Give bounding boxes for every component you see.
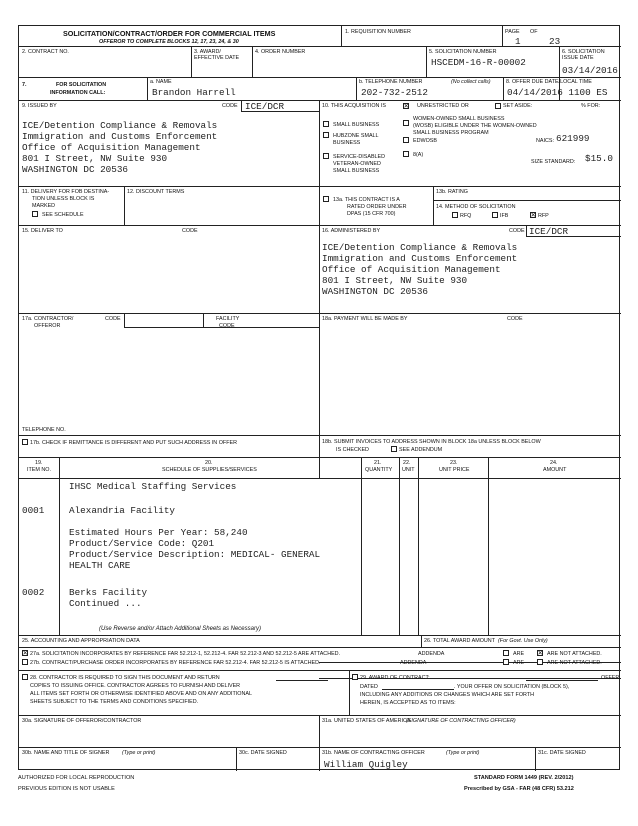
29-line-2b: . YOUR OFFER ON SOLICITATION (BLOCK 5), bbox=[454, 684, 570, 690]
28-line-3: ALL ITEMS SET FORTH OR OTHERWISE IDENTIFIED ABOVE AND ON ANY ADDITIONAL bbox=[30, 691, 252, 697]
order-number-label: 4. ORDER NUMBER bbox=[255, 49, 306, 55]
requisition-number-label: 1. REQUISITION NUMBER bbox=[345, 29, 411, 35]
contractor-label-2: OFFEROR bbox=[34, 323, 61, 329]
method-label: 14. METHOD OF SOLICITATION bbox=[436, 204, 516, 210]
size-standard: $15.0 bbox=[585, 153, 613, 164]
29-line-4: HEREIN, IS ACCEPTED AS TO ITEMS: bbox=[360, 700, 456, 706]
col24-header: AMOUNT bbox=[543, 467, 567, 473]
col19-num: 19. bbox=[35, 460, 43, 466]
accounting-label: 25. ACCOUNTING AND APPROPRIATION DATA bbox=[22, 638, 140, 644]
administered-by-code-label: CODE bbox=[509, 228, 525, 234]
edwosb-label: EDWOSB bbox=[413, 138, 437, 144]
issued-by-label: 9. ISSUED BY bbox=[22, 103, 57, 109]
standard-form-label: STANDARD FORM 1449 bbox=[474, 775, 537, 781]
item-0001-number: 0001 bbox=[22, 505, 45, 516]
issued-by-line-4: 801 I Street, NW Suite 930 bbox=[22, 153, 168, 164]
rfp-checkbox[interactable] bbox=[530, 212, 536, 218]
27a-addenda: ADDENDA bbox=[418, 651, 445, 657]
deliver-to-code-label: CODE bbox=[182, 228, 198, 234]
remittance-label: 17b. CHECK IF REMITTANCE IS DIFFERENT AND PUT SUCH ADDRESS IN OFFER bbox=[30, 440, 237, 446]
issued-by-code: ICE/DCR bbox=[245, 101, 285, 112]
issued-by-line-5: WASHINGTON DC 20536 bbox=[22, 164, 129, 175]
telephone-no-label: TELEPHONE NO. bbox=[22, 427, 66, 433]
col20-header: SCHEDULE OF SUPPLIES/SERVICES bbox=[162, 467, 257, 473]
item-0001-line-5: Product/Service Description: MEDICAL- GENERAL bbox=[69, 549, 321, 560]
issue-date-label: 6. SOLICITATION ISSUE DATE bbox=[562, 49, 605, 62]
info-call-label-1: FOR SOLICITATION bbox=[56, 82, 107, 88]
ifb-checkbox[interactable] bbox=[492, 212, 498, 218]
admin-line-4: 801 I Street, NW Suite 930 bbox=[322, 275, 468, 286]
delivery-label-2: TION UNLESS BLOCK IS bbox=[32, 196, 95, 202]
27a-are-not-label: ARE NOT ATTACHED. bbox=[547, 651, 602, 657]
form-title: SOLICITATION/CONTRACT/ORDER FOR COMMERCIAL ITEMS bbox=[63, 29, 276, 38]
rating-label: 13b. RATING bbox=[436, 189, 468, 195]
contractor-code-divider bbox=[124, 313, 125, 327]
col21-num: 21. bbox=[374, 460, 382, 466]
total-award-note: (For Govt. Use Only) bbox=[498, 638, 548, 644]
27b-are-not-checkbox[interactable] bbox=[537, 659, 543, 665]
29-dated: DATED bbox=[360, 684, 378, 690]
offer-due-label: 8. OFFER DUE DATE/LOCAL TIME bbox=[506, 79, 592, 85]
naics-label: NAICS: bbox=[536, 138, 554, 144]
admin-line-1: ICE/Detention Compliance & Removals bbox=[322, 242, 518, 253]
item-0002-number: 0002 bbox=[22, 587, 45, 598]
28-line-2: COPIES TO ISSUING OFFICE. CONTRACTOR AGREES TO FURNISH AND DELIVER bbox=[30, 683, 241, 689]
eight-a-checkbox[interactable] bbox=[403, 151, 409, 157]
signer-name-label: 30b. NAME AND TITLE OF SIGNER bbox=[22, 750, 110, 756]
submit-invoices-label-2: IS CHECKED bbox=[336, 447, 369, 453]
award-date-label: 3. AWARD/ EFFECTIVE DATE bbox=[194, 49, 240, 62]
item-0002-line-1: Berks Facility bbox=[69, 587, 148, 598]
total-award-label: 26. TOTAL AWARD AMOUNT bbox=[424, 638, 495, 644]
sf1449-form bbox=[18, 25, 620, 770]
name-label: a. NAME bbox=[150, 79, 172, 85]
sdvosb-label-2: VETERAN-OWNED bbox=[333, 161, 381, 167]
page-total: 23 bbox=[549, 36, 561, 47]
contractor-code-bottom bbox=[124, 327, 203, 328]
admin-line-3: Office of Acquisition Management bbox=[322, 264, 501, 275]
wosb-label-3: SMALL BUSINESS PROGRAM bbox=[413, 130, 489, 134]
deliver-to-label: 15. DELIVER TO bbox=[22, 228, 63, 234]
contractor-label-1: 17a. CONTRACTOR/ bbox=[22, 316, 74, 322]
27b-text: 27b. CONTRACT/PURCHASE ORDER INCORPORATES BY REFERENCE FAR 52.212-4. FAR 52.212-5 IS ATTACHED. bbox=[30, 660, 321, 666]
hubzone-checkbox[interactable] bbox=[323, 132, 329, 138]
27a-are-not-checkbox[interactable] bbox=[537, 650, 543, 656]
col23-num: 23. bbox=[450, 460, 458, 466]
item-0001-line-6: HEALTH CARE bbox=[69, 560, 131, 571]
info-call-label-2: INFORMATION CALL: bbox=[50, 90, 106, 96]
see-addendum-checkbox[interactable] bbox=[391, 446, 397, 452]
dated-blank[interactable] bbox=[382, 689, 454, 690]
27a-are-checkbox[interactable] bbox=[503, 650, 509, 656]
27b-are-not-label: ARE NOT ATTACHED. bbox=[547, 660, 602, 666]
issue-date: 03/14/2016 bbox=[562, 65, 618, 76]
28-line-4: SHEETS SUBJECT TO THE TERMS AND CONDITIONS SPECIFIED. bbox=[30, 699, 199, 705]
hubzone-label-2: BUSINESS bbox=[333, 140, 361, 146]
ifb-label: IFB bbox=[500, 213, 509, 219]
payment-code-label: CODE bbox=[507, 316, 523, 322]
footer-right-2: Prescribed by GSA - FAR (48 CFR) 53.212 bbox=[464, 786, 574, 792]
unrestricted-label: UNRESTRICTED OR bbox=[417, 103, 469, 109]
naics-code: 621999 bbox=[556, 133, 590, 144]
rfp-label: RFP bbox=[538, 213, 549, 219]
reverse-note: (Use Reverse and/or Attach Additional Sheets as Necessary) bbox=[99, 626, 261, 632]
solicitation-number-label: 5. SOLICITATION NUMBER bbox=[429, 49, 497, 55]
set-aside-checkbox[interactable] bbox=[495, 103, 501, 109]
29-line-3: INCLUDING ANY ADDITIONS OR CHANGES WHICH ARE SET FORTH bbox=[360, 692, 535, 698]
col20-num: 20. bbox=[205, 460, 213, 466]
issued-by-line-3: Office of Acquisition Management bbox=[22, 142, 201, 153]
col24-num: 24. bbox=[550, 460, 558, 466]
offer-due-date: 04/14/2016 1100 ES bbox=[507, 87, 608, 98]
admin-line-2: Immigration and Customs Enforcement bbox=[322, 253, 518, 264]
27b-are-checkbox[interactable] bbox=[503, 659, 509, 665]
col19-header: ITEM NO. bbox=[27, 467, 51, 473]
form-subtitle: OFFEROR TO COMPLETE BLOCKS 12, 17, 23, 24, & 30 bbox=[99, 39, 239, 45]
hubzone-label-1: HUBZONE SMALL bbox=[333, 133, 379, 139]
item-0002-line-2: Continued ... bbox=[69, 598, 142, 609]
copies-blank[interactable] bbox=[276, 680, 328, 681]
contracting-officer-label: 31b. NAME OF CONTRACTING OFFICER bbox=[322, 750, 425, 756]
facility-label-2: CODE bbox=[219, 323, 235, 329]
eight-a-label: 8(A) bbox=[413, 152, 424, 158]
29-offer-word: OFFER bbox=[601, 675, 620, 681]
31c-date-signed-label: 31c. DATE SIGNED bbox=[538, 750, 586, 756]
sdvosb-label-1: SERVICE-DISABLED bbox=[333, 154, 386, 160]
col23-header: UNIT PRICE bbox=[439, 467, 470, 473]
30c-date-signed-label: 30c. DATE SIGNED bbox=[239, 750, 287, 756]
your-blank[interactable] bbox=[526, 680, 598, 681]
offeror-signature-label: 30a. SIGNATURE OF OFFEROR/CONTRACTOR bbox=[22, 718, 142, 724]
delivery-label-3: MARKED bbox=[32, 203, 56, 209]
size-standard-label: SIZE STANDARD: bbox=[531, 159, 576, 165]
contracting-officer-name: William Quigley bbox=[324, 759, 408, 770]
col22-num: 22. bbox=[403, 460, 411, 466]
telephone-label: b. TELEPHONE NUMBER bbox=[359, 79, 423, 85]
solicitation-number: HSCEDM-16-R-00002 bbox=[431, 57, 526, 68]
issued-by-line-2: Immigration and Customs Enforcement bbox=[22, 131, 218, 142]
standard-form-revision: (REV. 2/2012) bbox=[538, 775, 574, 781]
edwosb-checkbox[interactable] bbox=[403, 137, 409, 143]
remittance-checkbox[interactable] bbox=[22, 439, 28, 445]
rated-label-3: DPAS (15 CFR 700) bbox=[347, 211, 396, 217]
signer-print-note: (Type or print) bbox=[122, 750, 156, 756]
admin-line-5: WASHINGTON DC 20536 bbox=[322, 286, 429, 297]
item7-number: 7. bbox=[22, 82, 27, 88]
item-0001-line-3: Estimated Hours Per Year: 58,240 bbox=[69, 527, 248, 538]
wosb-label-2: (WOSB) ELIGIBLE UNDER THE WOMEN-OWNED bbox=[413, 123, 537, 129]
footer-right-1 bbox=[474, 775, 574, 781]
payment-label: 18a. PAYMENT WILL BE MADE BY bbox=[322, 316, 408, 322]
27b-addenda: ADDENDA bbox=[400, 660, 427, 666]
percent-for-label: % FOR: bbox=[581, 103, 601, 109]
issued-by-line-1: ICE/Detention Compliance & Removals bbox=[22, 120, 218, 131]
contact-name: Brandon Harrell bbox=[152, 87, 236, 98]
col21-header: QUANTITY bbox=[365, 467, 393, 473]
facility-label-1: FACILITY bbox=[216, 316, 240, 322]
administered-by-code: ICE/DCR bbox=[529, 226, 569, 237]
wosb-checkbox[interactable] bbox=[403, 120, 409, 126]
rated-label-1: 13a. THIS CONTRACT IS A bbox=[333, 197, 400, 203]
submit-invoices-label-1: 18b. SUBMIT INVOICES TO ADDRESS SHOWN IN BLOCK 18a UNLESS BLOCK BELOW bbox=[322, 439, 541, 445]
small-business-checkbox[interactable] bbox=[323, 121, 329, 127]
28-checkbox[interactable] bbox=[22, 674, 28, 680]
rfq-checkbox[interactable] bbox=[452, 212, 458, 218]
27b-checkbox[interactable] bbox=[22, 659, 28, 665]
rated-order-checkbox[interactable] bbox=[323, 196, 329, 202]
usa-note: (SIGNATURE OF CONTRACTING OFFICER) bbox=[406, 718, 516, 724]
contracting-officer-note: (Type or print) bbox=[446, 750, 480, 756]
acquisition-label: 10. THIS ACQUISITION IS bbox=[322, 103, 387, 109]
small-business-label: SMALL BUSINESS bbox=[333, 122, 380, 128]
usa-label: 31a. UNITED STATES OF AMERICA bbox=[322, 718, 411, 724]
sdvosb-checkbox[interactable] bbox=[323, 153, 329, 159]
footer-left-1: AUTHORIZED FOR LOCAL REPRODUCTION bbox=[18, 775, 135, 781]
27a-are-label: ARE bbox=[513, 651, 525, 657]
contractor-code-label: CODE bbox=[105, 316, 121, 322]
contract-no-label: 2. CONTRACT NO. bbox=[22, 49, 69, 55]
collect-note: (No collect calls) bbox=[451, 79, 491, 85]
wosb-label-1: WOMEN-OWNED SMALL BUSINESS bbox=[413, 116, 505, 122]
schedule-heading: IHSC Medical Staffing Services bbox=[69, 481, 237, 492]
sdvosb-label-3: SMALL BUSINESS bbox=[333, 168, 380, 174]
col22-header: UNIT bbox=[402, 467, 415, 473]
rfq-label: RFQ bbox=[460, 213, 472, 219]
item-0001-line-1: Alexandria Facility bbox=[69, 505, 176, 516]
29-line-1: 29. AWARD OF CONTRACT: bbox=[360, 675, 430, 681]
page-label: PAGE bbox=[505, 29, 520, 35]
see-schedule-label: SEE SCHEDULE bbox=[42, 212, 84, 218]
see-schedule-checkbox[interactable] bbox=[32, 211, 38, 217]
administered-by-label: 16. ADMINISTERED BY bbox=[322, 228, 381, 234]
item-0001-line-4: Product/Service Code: Q201 bbox=[69, 538, 215, 549]
page-number: 1 bbox=[515, 36, 521, 47]
29-checkbox[interactable] bbox=[352, 674, 358, 680]
set-aside-label: SET ASIDE: bbox=[503, 103, 533, 109]
of-label: OF bbox=[530, 29, 538, 35]
facility-divider bbox=[203, 313, 204, 327]
delivery-label-1: 11. DELIVERY FOR FOB DESTINA- bbox=[22, 189, 110, 195]
27a-text: 27a. SOLICITATION INCORPORATES BY REFERENCE FAR 52.212-1, 52.212-4. FAR 52.212-3 AND 52.212-5 ARE ATTACHED. bbox=[30, 651, 341, 657]
issued-by-code-label: CODE bbox=[222, 103, 238, 109]
27b-are-label: ARE bbox=[513, 660, 525, 666]
telephone-number: 202-732-2512 bbox=[361, 87, 428, 98]
27a-checkbox[interactable] bbox=[22, 650, 28, 656]
unrestricted-checkbox[interactable] bbox=[403, 103, 409, 109]
footer-left-2: PREVIOUS EDITION IS NOT USABLE bbox=[18, 786, 115, 792]
28-line-1: 28. CONTRACTOR IS REQUIRED TO SIGN THIS DOCUMENT AND RETURN bbox=[30, 675, 220, 681]
discount-terms-label: 12. DISCOUNT TERMS bbox=[127, 189, 185, 195]
see-addendum-label: SEE ADDENDUM bbox=[399, 447, 443, 453]
rated-label-2: RATED ORDER UNDER bbox=[347, 204, 407, 210]
